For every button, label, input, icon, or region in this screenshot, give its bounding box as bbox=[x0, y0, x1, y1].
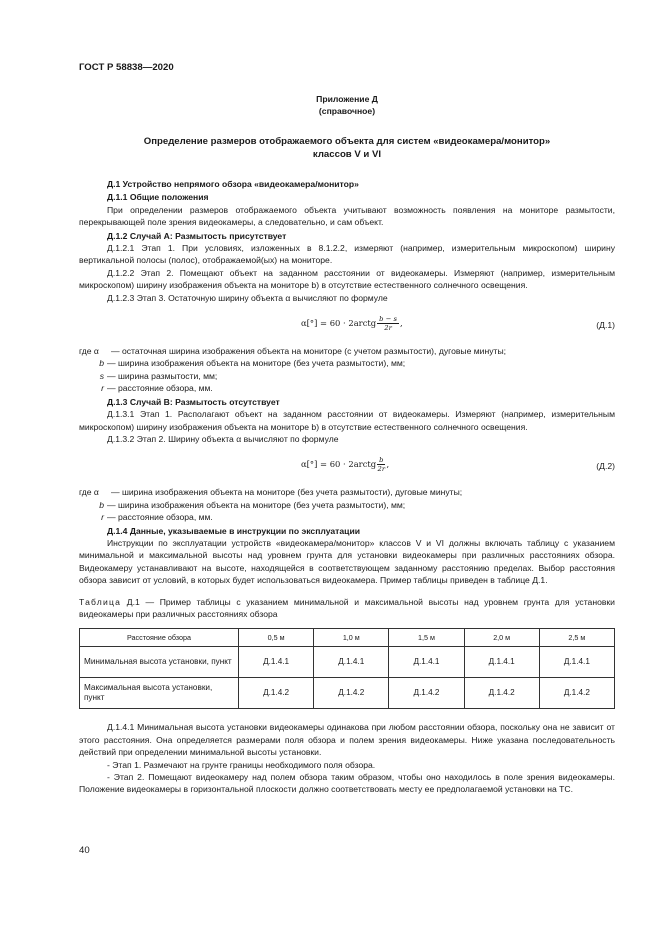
section-heading-d12: Д.1.2 Случай А: Размытость присутствует bbox=[107, 230, 287, 241]
formula-d1-fraction bbox=[377, 315, 399, 332]
formula-d2 bbox=[79, 451, 615, 481]
document-title-line2: классов V и VI bbox=[312, 149, 382, 160]
heights-table bbox=[79, 628, 615, 709]
table-cell: Д.1.4.1 bbox=[464, 647, 539, 678]
legend-symbol: где α bbox=[79, 346, 99, 357]
appendix-title: Приложение Д bbox=[316, 94, 378, 104]
legend-symbol: s bbox=[99, 370, 104, 381]
formula-d2-denominator: 2r bbox=[377, 465, 386, 474]
table-cell: Д.1.4.1 bbox=[389, 647, 464, 678]
table-cell: Д.1.4.1 bbox=[314, 647, 389, 678]
table-header-cell: 1,0 м bbox=[314, 629, 389, 647]
paragraph-d123: Д.1.2.3 Этап 3. Остаточную ширину объекта α вычисляют по формуле bbox=[107, 292, 388, 303]
paragraph-d131: Д.1.3.1 Этап 1. Располагают объект на заданном расстоянии от видеокамеры. Измеряют (например, измерительным микроскопом) ширину изображения объекта на мониторе b) в отсутствие естественного солнечного освещения. bbox=[79, 409, 615, 432]
legend-row bbox=[79, 370, 615, 382]
legend-row bbox=[79, 357, 615, 369]
legend-row bbox=[79, 382, 615, 394]
table-caption-prefix: Таблица bbox=[79, 596, 122, 607]
table-row bbox=[80, 678, 615, 709]
legend-text: — ширина размытости, мм; bbox=[107, 370, 218, 381]
legend-row bbox=[79, 499, 615, 511]
section-heading-d13: Д.1.3 Случай В: Размытость отсутствует bbox=[107, 396, 280, 407]
formula-d2-number: (Д.2) bbox=[596, 461, 615, 472]
legend-symbol: где α bbox=[79, 487, 99, 498]
document-title-line1: Определение размеров отображаемого объекта для систем «видеокамера/монитор» bbox=[143, 136, 551, 147]
legend-text: — ширина изображения объекта на мониторе (без учета размытости), мм; bbox=[107, 358, 406, 369]
table-header-cell: 2,5 м bbox=[539, 629, 614, 647]
legend-symbol: r bbox=[101, 512, 104, 523]
table-cell: Д.1.4.2 bbox=[239, 678, 314, 709]
table-header-cell: 0,5 м bbox=[239, 629, 314, 647]
step-2: - Этап 2. Помещают видеокамеру над полем обзора таким образом, чтобы оно находилось в поле зрения видеокамеры. Положение видеокамеры в горизонтальной плоскости должно соответствовать месту ее предполагаемой установки на ТС. bbox=[79, 772, 615, 795]
formula-d1-number: (Д.1) bbox=[596, 320, 615, 331]
table-header-cell: Расстояние обзора bbox=[80, 629, 239, 647]
document-title bbox=[79, 135, 615, 161]
formula-d2-left: α[°] = 60 · 2arctg bbox=[301, 459, 377, 470]
legend-text: — ширина изображения объекта на мониторе (без учета размытости), дуговые минуты; bbox=[111, 487, 463, 498]
formula-d1-expression bbox=[301, 315, 403, 332]
legend-text: — ширина изображения объекта на мониторе (без учета размытости), мм; bbox=[107, 499, 406, 510]
table-row-label: Максимальная высота установки, пункт bbox=[80, 678, 239, 709]
legend-row bbox=[79, 486, 615, 498]
legend-row bbox=[79, 345, 615, 357]
page-number: 40 bbox=[79, 845, 90, 856]
table-row-label: Минимальная высота установки, пункт bbox=[80, 647, 239, 678]
table-cell: Д.1.4.2 bbox=[464, 678, 539, 709]
table-cell: Д.1.4.1 bbox=[239, 647, 314, 678]
legend-d1 bbox=[79, 345, 615, 395]
formula-d1 bbox=[79, 310, 615, 340]
formula-d2-fraction bbox=[377, 456, 385, 473]
paragraph-d132: Д.1.3.2 Этап 2. Ширину объекта α вычисляют по формуле bbox=[107, 433, 339, 444]
formula-d1-trail: , bbox=[399, 318, 403, 329]
formula-d2-trail: , bbox=[386, 459, 390, 470]
formula-d1-denominator: 2r bbox=[384, 324, 392, 333]
paragraph-d121: Д.1.2.1 Этап 1. При условиях, изложенных в 8.1.2.2, измеряют (например, измерительным микроскопом) ширину вертикальной полосы (полос), отображаемой(ых) на мониторе. bbox=[79, 243, 615, 266]
table-header-row bbox=[80, 629, 615, 647]
table-cell: Д.1.4.1 bbox=[539, 647, 614, 678]
formula-d2-numerator: b bbox=[379, 456, 384, 465]
section-heading-d11: Д.1.1 Общие положения bbox=[107, 192, 209, 203]
table-cell: Д.1.4.2 bbox=[314, 678, 389, 709]
appendix-note: (справочное) bbox=[318, 106, 376, 116]
table-cell: Д.1.4.2 bbox=[389, 678, 464, 709]
section-heading-d1: Д.1 Устройство непрямого обзора «видеокамера/монитор» bbox=[107, 179, 359, 189]
paragraph-d141: Д.1.4.1 Минимальная высота установки видеокамеры одинакова при любом расстоянии обзора, поскольку она не зависит от этого расстояния. Она определяется размерами поля обзора и полем зрения видеокамеры. Ниже указана последовательность действий при определении минимальной высоты установки. bbox=[79, 722, 615, 758]
table-caption-text: Д.1 — Пример таблицы с указанием минимальной и максимальной высоты над уровнем грунта для установки видеокамеры при различных расстояниях обзора bbox=[79, 596, 615, 619]
paragraph-d122: Д.1.2.2 Этап 2. Помещают объект на заданном расстоянии от видеокамеры. Измеряют (например, измерительным микроскопом) ширину изображения объекта на мониторе b) в отсутствие естественного солнечного освещения. bbox=[79, 267, 615, 291]
legend-symbol: r bbox=[101, 383, 104, 394]
table-row bbox=[80, 647, 615, 678]
legend-d2 bbox=[79, 486, 615, 523]
legend-text: — расстояние обзора, мм. bbox=[107, 512, 213, 523]
table-cell: Д.1.4.2 bbox=[539, 678, 614, 709]
paragraph-d11: При определении размеров отображаемого объекта учитывают возможность появления на мониторе размытости, перекрывающей поле зрения видеокамеры, а следовательно, и сам объект. bbox=[79, 204, 615, 228]
legend-symbol: b bbox=[99, 358, 104, 369]
standard-header: ГОСТ Р 58838—2020 bbox=[79, 62, 174, 73]
page-content bbox=[79, 93, 615, 796]
legend-text: — остаточная ширина изображения объекта на мониторе (с учетом размытости), дуговые минуты; bbox=[111, 346, 507, 357]
paragraph-d14: Инструкции по эксплуатации устройств «видеокамера/монитор» классов V и VI должны включать таблицу с указанием минимальной и максимальной высоты над уровнем грунта для установки видеокамеры при различных расстояниях обзора. Видеокамеру устанавливают на высоте, находящейся в соответствующем заданному расстоянию пределах. Выбор расстояния обзора зависит от условий, в которых будет использоваться видеокамера. Пример таблицы приведен в таблице Д.1. bbox=[79, 537, 615, 586]
formula-d1-left: α[°] = 60 · 2arctg bbox=[301, 318, 377, 329]
table-header-cell: 2,0 м bbox=[464, 629, 539, 647]
legend-symbol: b bbox=[99, 499, 104, 510]
formula-d2-expression bbox=[301, 456, 389, 473]
table-caption bbox=[79, 596, 615, 621]
formula-d1-numerator: b − s bbox=[379, 315, 397, 324]
section-heading-d14: Д.1.4 Данные, указываемые в инструкции по эксплуатации bbox=[107, 525, 361, 536]
legend-text: — расстояние обзора, мм. bbox=[107, 383, 213, 394]
step-1: - Этап 1. Размечают на грунте границы необходимого поля обзора. bbox=[107, 759, 376, 770]
legend-row bbox=[79, 511, 615, 523]
table-header-cell: 1,5 м bbox=[389, 629, 464, 647]
